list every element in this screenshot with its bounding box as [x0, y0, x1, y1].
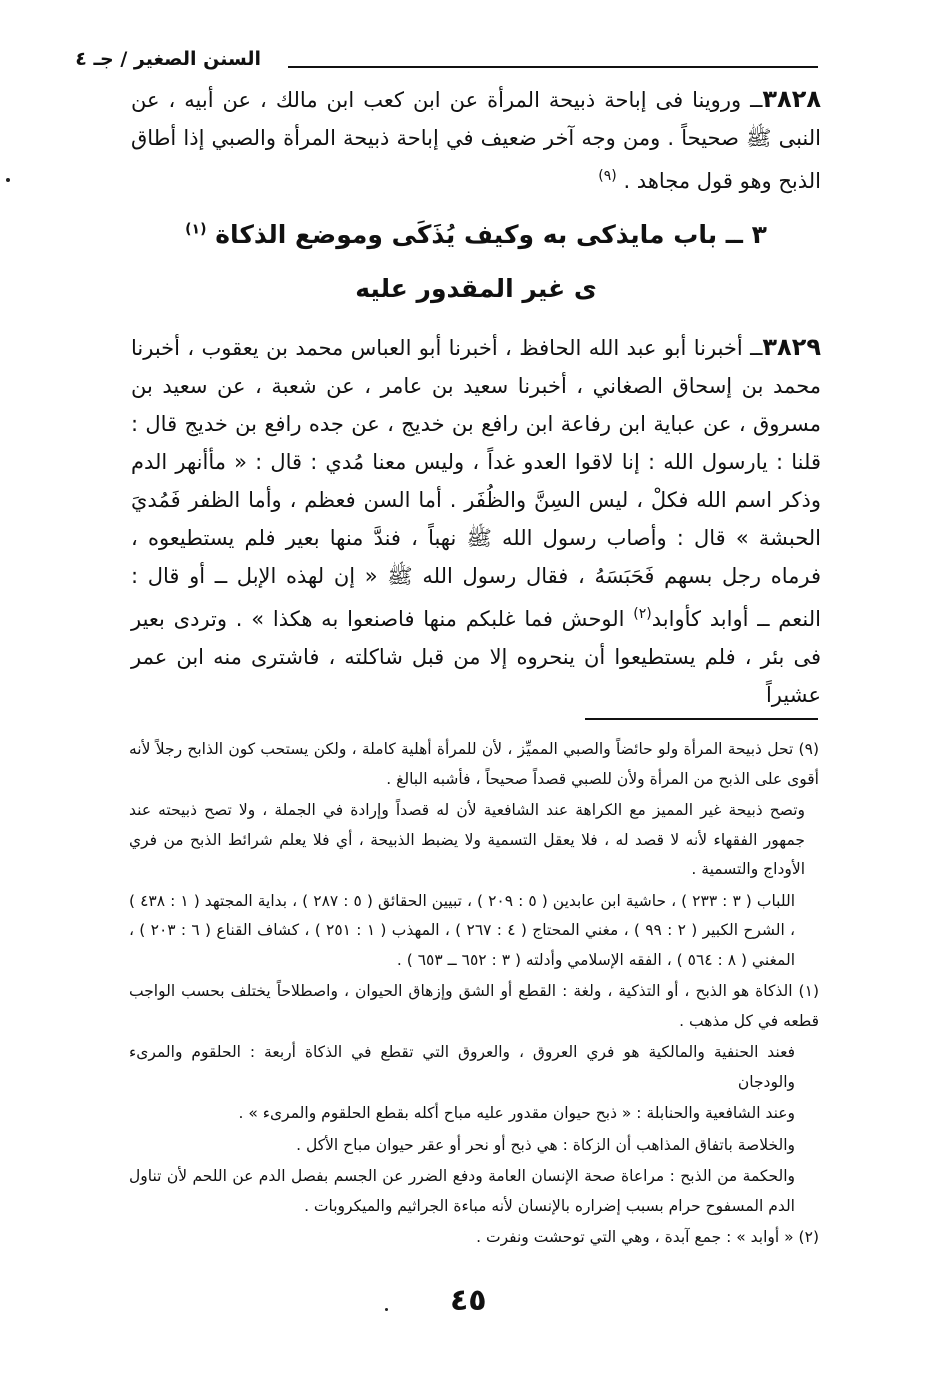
running-header: السنن الصغير / جـ ٤	[75, 48, 261, 70]
footnote-9-para: وتصح ذبيحة غير المميز مع الكراهة عند الشافعية لأن له قصداً وإرادة في الجملة ، ولا تصح ذبيحته عند جمهور الفقهاء لأنه لا قصد له ، فلا يعقل التسمية ولا يضبط الذبيحة ، أي فلا يعلم شرائط الذبح من فري الأوداج والتسمية .	[129, 801, 805, 878]
hadith-number: ٣٨٢٩	[762, 333, 821, 361]
footnote-1-para: والخلاصة باتفاق المذاهب أن الزكاة : هي ذبح أو نحر أو عقر حيوان مباح الأكل .	[296, 1135, 795, 1154]
footnote-1: (١) الذكاة هو الذبح ، أو التذكية ، ولغة : القطع أو الشق وإزهاق الحيوان ، واصطلاحاً يختلف بحسب الواجب قطعه في كل مذهب .	[129, 982, 819, 1030]
footnote-9: (٩) تحل ذبيحة المرأة ولو حائضاً والصبي المميِّز ، لأن للمرأة أهلية كاملة ، ولكن يستحب كون الذابح رجلاً لأنه أقوى على الذبح من المرأة ولأن للصبي قصداً صحيحاً ، فأشبه البالغ .	[129, 740, 819, 788]
hadith-3829	[131, 328, 821, 714]
chapter-subtitle: ى غير المقدور عليه	[355, 274, 597, 303]
hadith-number: ٣٨٢٨	[762, 85, 821, 113]
footnote-ref: (٢)	[633, 606, 652, 622]
scan-speck	[385, 1308, 388, 1311]
scan-speck	[6, 178, 10, 182]
hadith-text: ــ أخبرنا أبو عبد الله الحافظ ، أخبرنا أبو العباس محمد بن يعقوب ، أخبرنا محمد بن إسحاق الصغاني ، أخبرنا سعيد بن عامر ، عن شعبة ، عن سعيد بن مسروق ، عن عباية ابن رفاعة ابن رافع بن خديج ، عن جده رافع بن خديج قال : قلنا : يارسول الله : إنا لاقوا العدو غداً ، وليس معنا مُدي : قال : « مأأنهر الدم وذكر اسم الله فكلْ ، ليس السِنَّ والظُفَر . أما السن فعظم ، وأما الظفر فَمُديَ الحبشة » قال : وأصاب رسول الله ﷺ نهباً ، فندَّ منها بعير فلم يستطيعوه ، فرماه رجل بسهم فَحَبَسَهُ ، فقال رسول الله ﷺ « إن لهذه الإبل ــ أو قال : النعم ــ أوابد كأوابد	[131, 336, 821, 631]
footnote-2: (٢) « أوابد » : جمع آبدة ، وهي التي توحشت ونفرت .	[476, 1228, 819, 1246]
hadith-text: ــ وروينا فى إباحة ذبيحة المرأة عن ابن كعب ابن مالك ، عن أبيه ، عن النبى ﷺ صحيحاً . ومن وجه آخر ضعيف في إباحة ذبيحة المرأة والصبي إذا أطاق الذبح وهو قول مجاهد .	[131, 88, 821, 193]
footnote-1-para: وعند الشافعية والحنابلة : « ذبح حيوان مقدور عليه مباح أكله بقطع الحلقوم والمرىء » .	[238, 1104, 795, 1122]
chapter-title	[131, 220, 821, 249]
footnote-ref: (٩)	[598, 168, 617, 184]
footnote-9-references: اللباب ( ٣ : ٢٣٣ ) ، حاشية ابن عابدين ( ٥ : ٢٠٩ ) ، تبيين الحقائق ( ٥ : ٢٨٧ ) ، بداية المجتهد ( ١ : ٤٣٨ ) ، الشرح الكبير ( ٢ : ٩٩ ) ، مغني المحتاج ( ٤ : ٢٦٧ ) ، المهذب ( ١ : ٢٥١ ) ، كشاف القناع ( ٦ : ٢٠٣ ) ، المغني ( ٨ : ٥٦٤ ) ، الفقه الإسلامي وأدلته ( ٣ : ٦٥٢ ــ ٦٥٣ ) .	[129, 891, 796, 969]
chapter-title-line1: ٣ ــ باب مايذكى به وكيف يُذَكَى وموضع الذكاة	[215, 220, 767, 249]
footnote-ref: (١)	[185, 221, 207, 238]
page-number: ٤٥	[450, 1283, 487, 1318]
header-rule	[288, 66, 818, 68]
hadith-text-continued: الوحش فما غلبكم منها فاصنعوا به هكذا » . وتردى بعير فى بئر ، فلم يستطيعوا أن ينحروه إلا من قبل شاكلته ، فاشترى منه ابن عمر عشيراً	[131, 607, 821, 707]
footnote-separator	[585, 718, 818, 720]
footnotes	[129, 735, 819, 1255]
footnote-1-para: والحكمة من الذبح : مراعاة صحة الإنسان العامة ودفع الضرر عن الجسم بفصل الدم عن اللحم لأن تناول الدم المسفوح حرام بسبب إضراره بالإنسان لأنه مباءة الجراثيم والميكروبات .	[129, 1167, 795, 1215]
hadith-3828	[131, 80, 821, 200]
footnote-1-para: فعند الحنفية والمالكية هو فري العروق ، والعروق التي تقطع في الذكاة أربعة : الحلقوم والمرىء والودجان	[129, 1043, 795, 1091]
